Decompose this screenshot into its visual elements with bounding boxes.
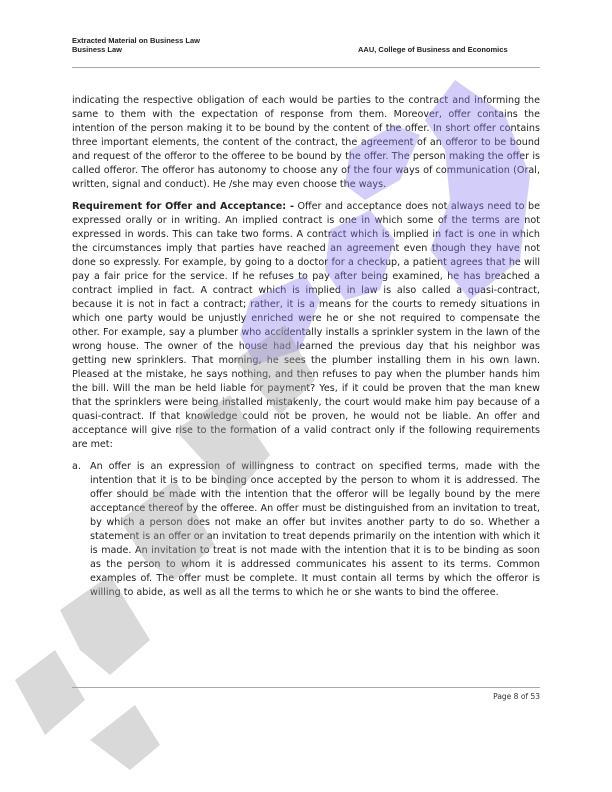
footer-divider xyxy=(72,687,540,688)
list-item xyxy=(72,460,540,600)
page-number: Page 8 of 53 xyxy=(493,692,540,701)
section-heading: Requirement for Offer and Acceptance: - xyxy=(72,201,294,212)
header-title: Extracted Material on Business Law xyxy=(72,36,200,45)
paragraph-text: Offer and acceptance does not always need to be expressed orally or in writing. An implied contract is one in which some of the terms are not expressed in words. This can take two forms. A contract which is implied in fact is one in which the circumstances imply that parties have reached an agreement even though they have not done so expressly. For example, by going to a doctor for a checkup, a patient agrees that he will pay a fair price for the service. If he refuses to pay after being examined, he has breached a contract implied in fact. A contract which is implied in law is also called a quasi-contract, because it is not in fact a contract; rather, it is a means for the courts to remedy situations in which one party would be unjustly enriched were he or she not required to compensate the other. For example, say a plumber who accidentally installs a sprinkler system in the lawn of the wrong house. The owner of the house had learned the previous day that his neighbor was getting new sprinklers. That morning, he sees the plumber installing them in his own lawn. Pleased at the mistake, he says nothing, and then refuses to pay when the plumber hands him the bill. Will the man be held liable for payment? Yes, if it could be proven that the man knew that the sprinklers were being installed mistakenly, the court would make him pay because of a quasi-contract. If that knowledge could not be proven, he would not be liable. An offer and acceptance will give rise to the formation of a valid contract only if the following requirements are met: xyxy=(72,201,540,450)
list-item-text: An offer is an expression of willingness to contract on specified terms, made with the intention that it is to be binding once accepted by the person to whom it is addressed. The offer should be made with the intention that the offeror will be legally bound by the mere acceptance thereof by the offeree. An offer must be distinguished from an invitation to treat, by which a person does not make an offer but invites another party to do so. Whether a statement is an offer or an invitation to treat depends primarily on the intention with which it is made. An invitation to treat is not made with the intention that it is to be binding as soon as the person to whom it is addressed communicates his assent to its terms. Common examples of. The offer must be complete. It must contain all terms by which the offeror is willing to abide, as well as all the terms to which he or she wants to bind the offeree. xyxy=(90,461,540,598)
header-institution: AAU, College of Business and Economics xyxy=(358,45,508,54)
paragraph-offer-acceptance xyxy=(72,200,540,452)
header-divider xyxy=(72,67,540,68)
document-body xyxy=(72,94,540,600)
list-marker: a. xyxy=(72,461,81,472)
header-subtitle: Business Law xyxy=(72,44,123,54)
page-header-left xyxy=(72,37,200,54)
paragraph-offer-elements: indicating the respective obligation of each would be parties to the contract and informing the same to them with the expectation of response from them. Moreover, offer contains the intention of the person making it to be bound by the content of the offer. In short offer contains three important elements, the content of the contract, the agreement of an offeror to be bound and request of the offeror to the offeree to be bound by the offer. The person making the offer is called offeror. The offeror has autonomy to choose any of the four ways of communication (Oral, written, signal and conduct). He /she may even choose the ways. xyxy=(72,95,540,190)
